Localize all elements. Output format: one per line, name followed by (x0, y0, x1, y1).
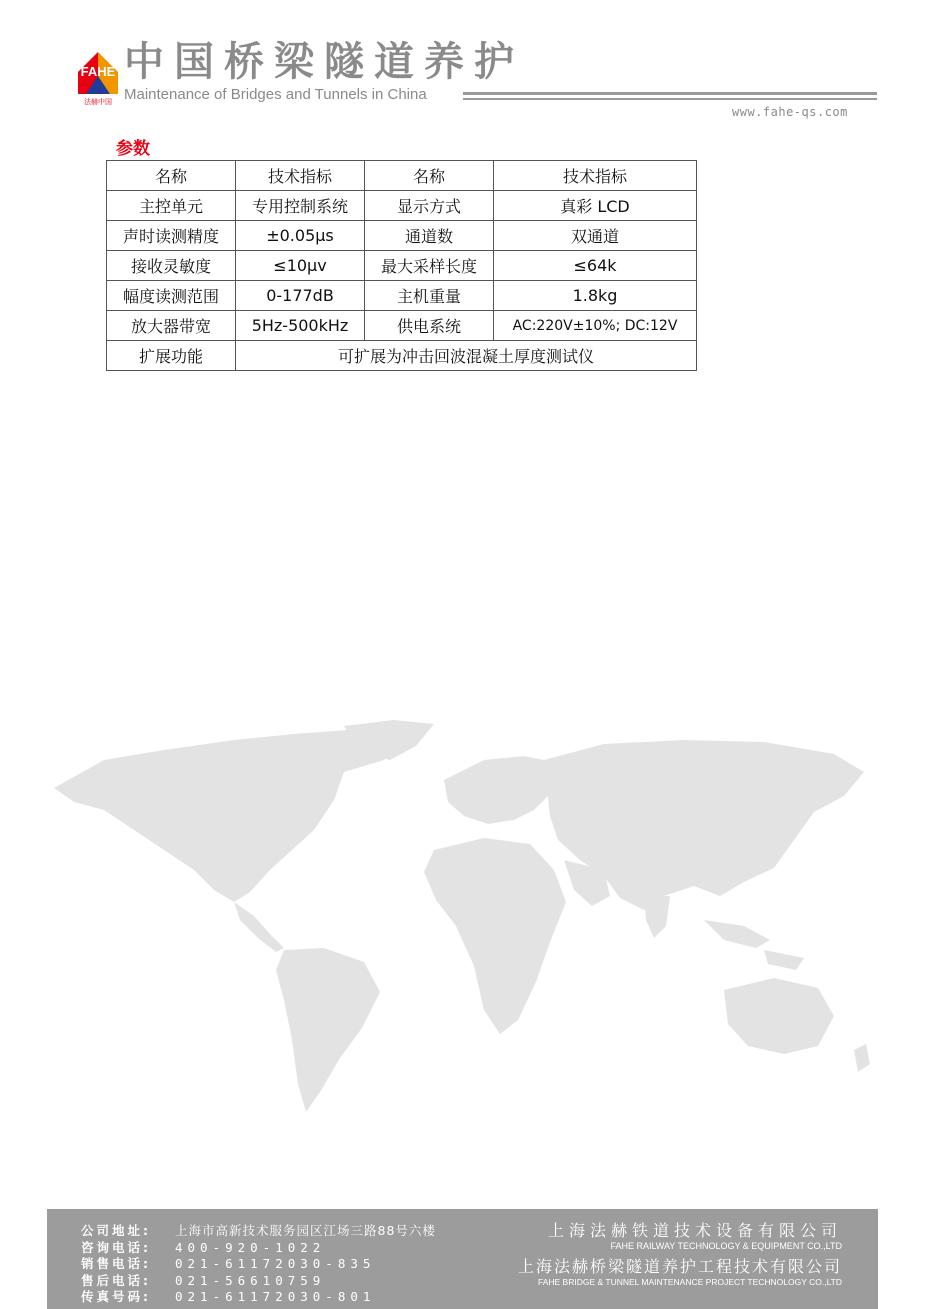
param-name: 主机重量 (365, 281, 494, 311)
param-value: 双通道 (494, 221, 697, 251)
param-value: 可扩展为冲击回波混凝土厚度测试仪 (236, 341, 697, 371)
world-map-watermark (44, 720, 884, 1120)
company2-name-en: FAHE BRIDGE & TUNNEL MAINTENANCE PROJECT TECHNOLOGY CO.,LTD (537, 1277, 842, 1287)
param-value: 0-177dB (236, 281, 365, 311)
param-value: ≤10μv (236, 251, 365, 281)
table-row (107, 251, 697, 281)
service-phone-label: 售后电话: (81, 1272, 151, 1288)
section-title: 参数 (116, 139, 150, 159)
parameters-table (106, 160, 697, 371)
contact-service-phone (81, 1273, 436, 1290)
contact-consult-phone (81, 1240, 436, 1257)
svg-text:法赫中国: 法赫中国 (84, 98, 112, 106)
table-row (107, 191, 697, 221)
company-names (518, 1221, 842, 1288)
table-header-row (107, 161, 697, 191)
company1-name-en: FAHE RAILWAY TECHNOLOGY & EQUIPMENT CO.,LTD (610, 1241, 842, 1251)
website-link[interactable]: www.fahe-qs.com (732, 105, 848, 119)
param-value: ±0.05μs (236, 221, 365, 251)
header-cell: 名称 (365, 161, 494, 191)
contact-sales-phone (81, 1256, 436, 1273)
table-row (107, 221, 697, 251)
sales-phone-label: 销售电话: (81, 1256, 151, 1271)
consult-phone-label: 咨询电话: (81, 1239, 151, 1255)
contact-address (81, 1223, 436, 1240)
header-cell: 技术指标 (494, 161, 697, 191)
param-value: 真彩 LCD (494, 191, 697, 221)
param-name: 扩展功能 (107, 341, 236, 371)
consult-phone-value: 400-920-1022 (175, 1239, 326, 1255)
header-rule (463, 92, 877, 95)
page-footer (47, 1209, 878, 1309)
address-label: 公司地址: (81, 1223, 151, 1238)
table-row (107, 281, 697, 311)
param-value: 5Hz-500kHz (236, 311, 365, 341)
sales-phone-value: 021-61172030-835 (175, 1256, 376, 1271)
table-row (107, 341, 697, 371)
service-phone-value: 021-56610759 (175, 1272, 326, 1288)
company1-name-cn: 上海法赫铁道技术设备有限公司 (547, 1221, 842, 1240)
param-name: 接收灵敏度 (107, 251, 236, 281)
param-name: 幅度读测范围 (107, 281, 236, 311)
table-row (107, 311, 697, 341)
contact-info (81, 1223, 436, 1306)
fax-value: 021-61172030-801 (175, 1289, 376, 1304)
header-cell: 技术指标 (236, 161, 365, 191)
param-name: 声时读测精度 (107, 221, 236, 251)
svg-text:FAHE: FAHE (80, 64, 116, 79)
param-value: AC:220V±10%; DC:12V (494, 311, 697, 341)
param-name: 最大采样长度 (365, 251, 494, 281)
param-name: 通道数 (365, 221, 494, 251)
param-name: 主控单元 (107, 191, 236, 221)
fahe-logo (76, 42, 120, 106)
param-value: 专用控制系统 (236, 191, 365, 221)
fax-label: 传真号码: (81, 1289, 151, 1304)
brand-title-cn: 中国桥梁隧道养护 (124, 39, 524, 85)
param-name: 供电系统 (365, 311, 494, 341)
param-name: 放大器带宽 (107, 311, 236, 341)
header-cell: 名称 (107, 161, 236, 191)
address-value: 上海市高新技术服务园区江场三路88号六楼 (175, 1223, 436, 1238)
param-value: ≤64k (494, 251, 697, 281)
header-rule-secondary (463, 98, 877, 100)
company2-name-cn: 上海法赫桥梁隧道养护工程技术有限公司 (517, 1257, 842, 1276)
param-name: 显示方式 (365, 191, 494, 221)
page-header (0, 0, 926, 130)
brand-title-en: Maintenance of Bridges and Tunnels in China (124, 86, 427, 103)
param-value: 1.8kg (494, 281, 697, 311)
contact-fax (81, 1289, 436, 1306)
